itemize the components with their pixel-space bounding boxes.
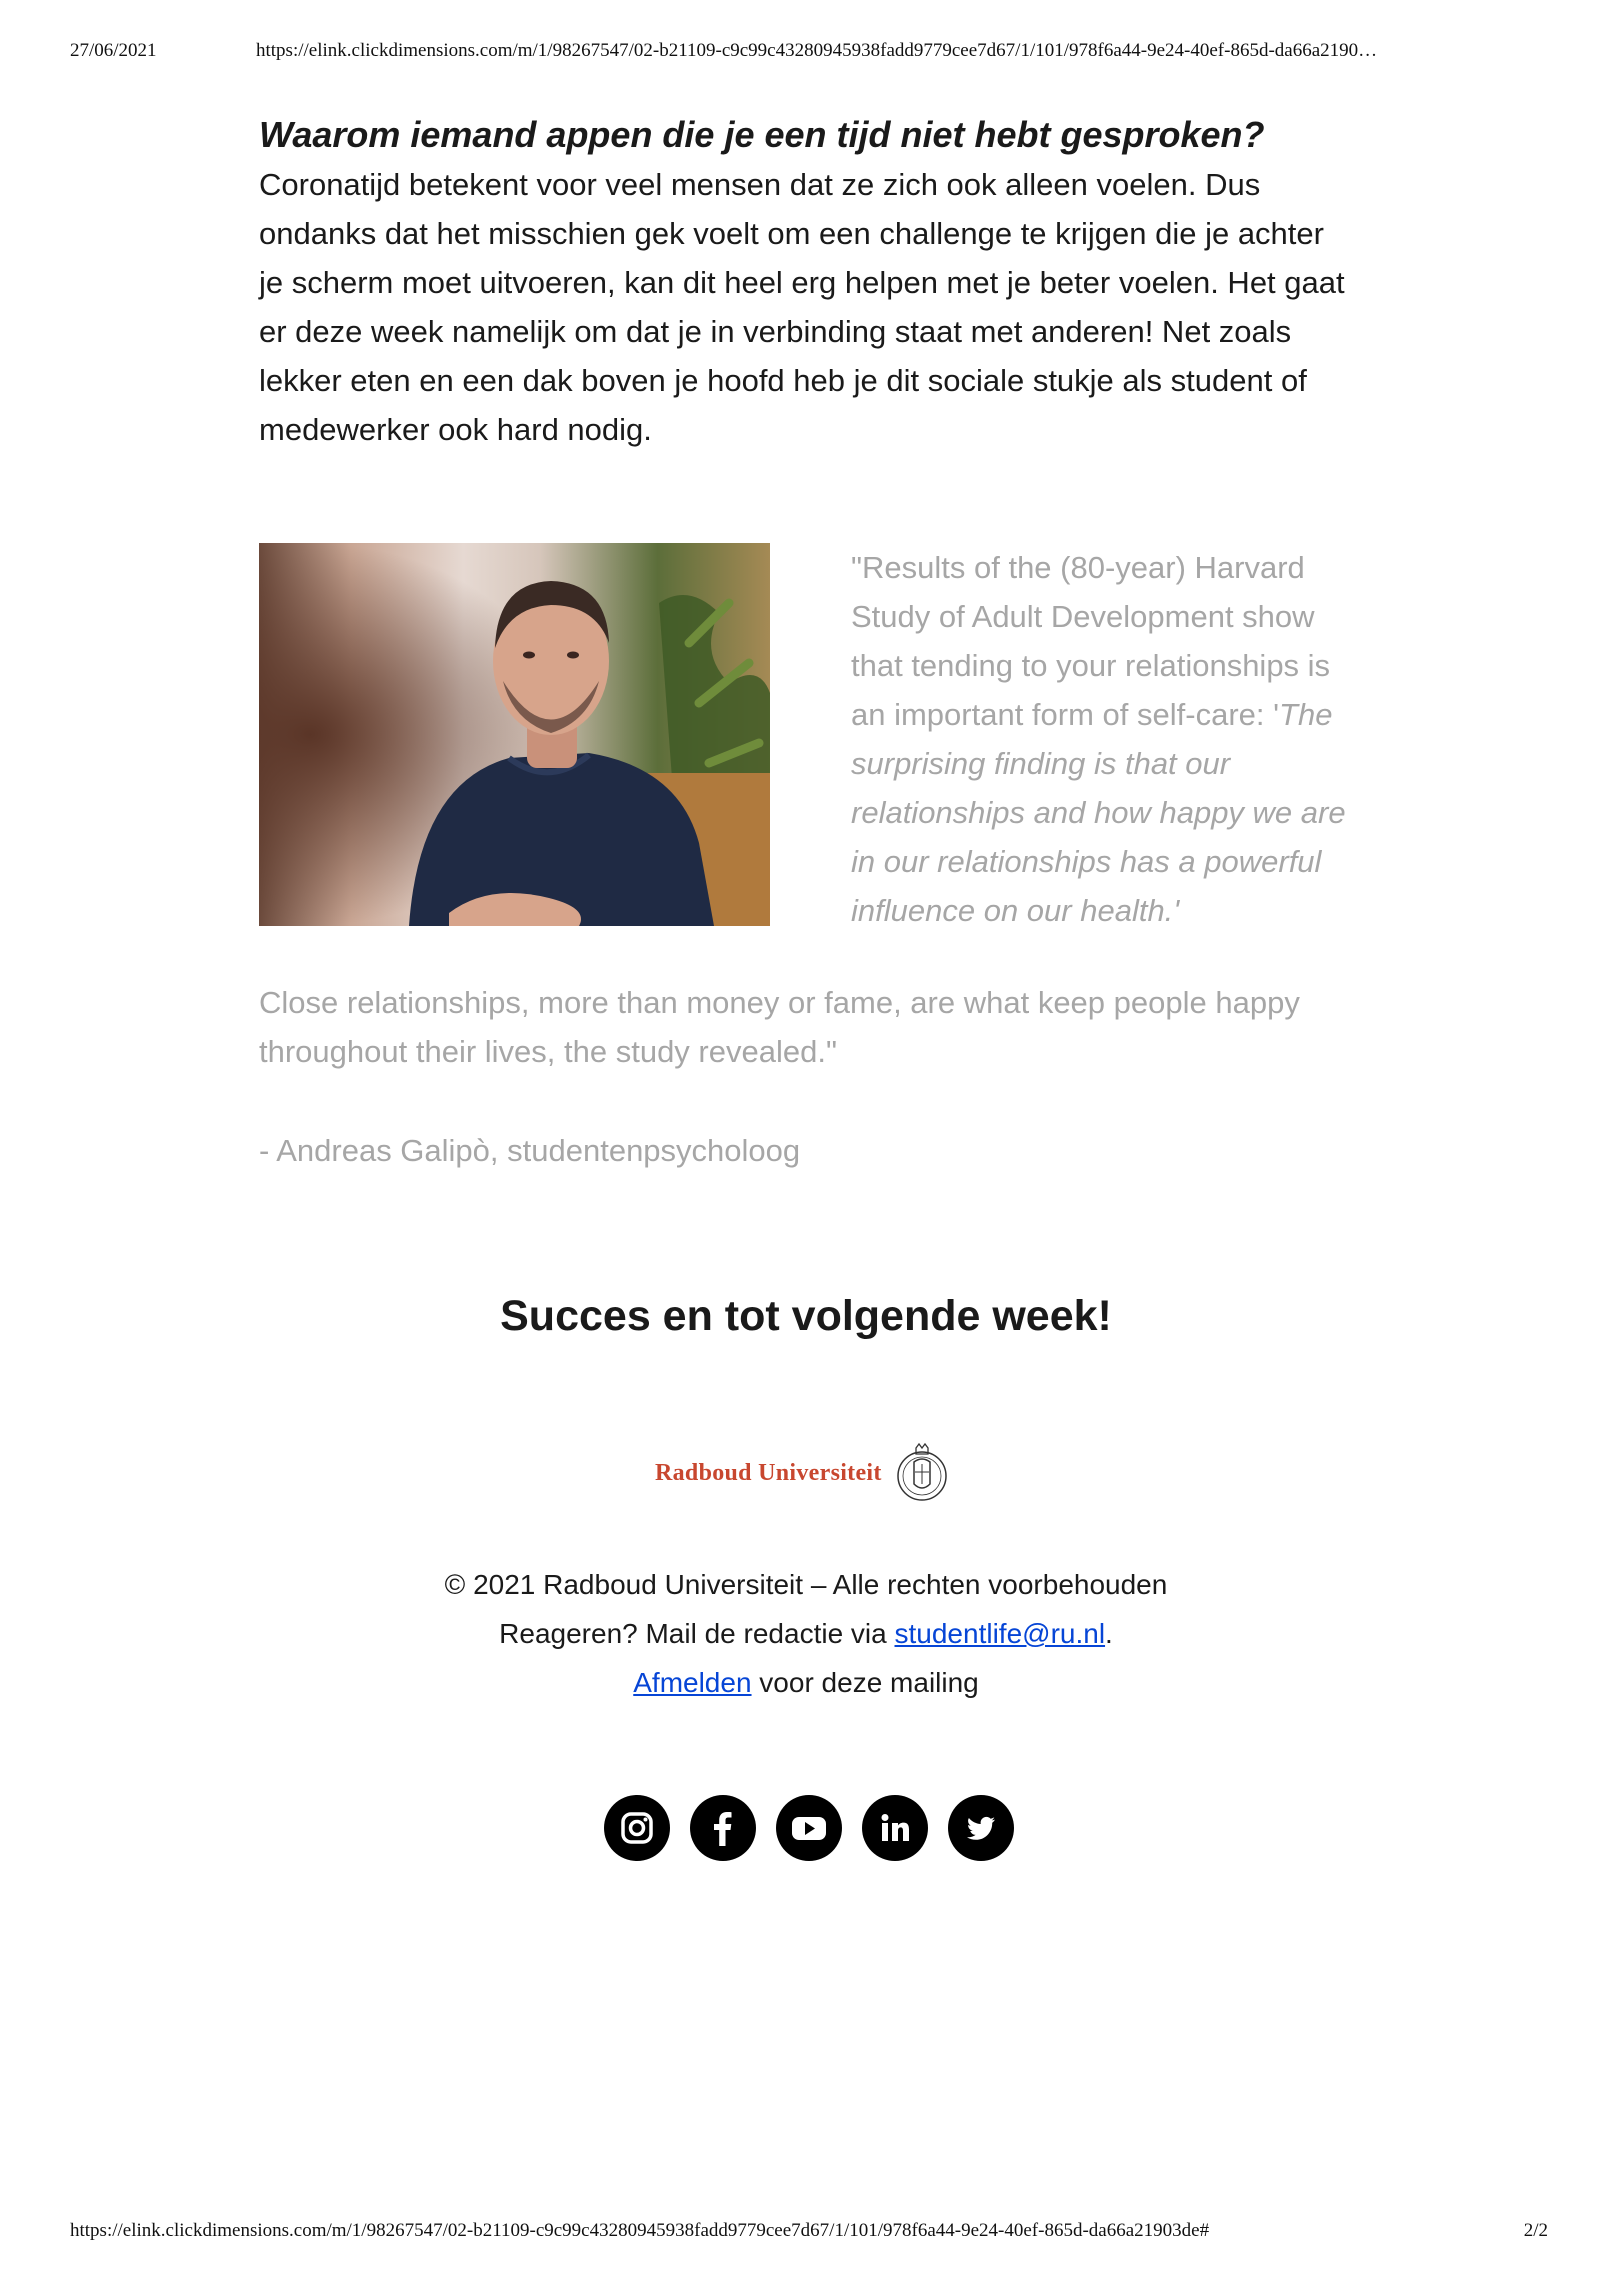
portrait-photo — [259, 543, 770, 926]
contact-suffix: . — [1105, 1618, 1113, 1649]
unsubscribe-link[interactable]: Afmelden — [633, 1667, 752, 1698]
print-date: 27/06/2021 — [70, 40, 157, 61]
quote-continued: Close relationships, more than money or fame, are what keep people happy throughout their lives, the study revealed." — [259, 985, 1300, 1069]
quote-text-italic: The surprising finding is that our relationships and how happy we are in our relationships has a powerful influence on our health.' — [851, 697, 1346, 928]
email-link[interactable]: studentlife@ru.nl — [894, 1618, 1106, 1649]
twitter-icon[interactable] — [948, 1795, 1014, 1861]
unsubscribe-line — [0, 1658, 1612, 1707]
quote-block — [259, 543, 1354, 933]
intro-paragraph: Coronatijd betekent voor veel mensen dat ze zich ook alleen voelen. Dus ondanks dat het misschien gek voelt om een challenge te krijgen die je achter je scherm moet uitvoeren, kan dit heel erg helpen met je beter voelen. Het gaat er deze week namelijk om dat je in verbinding staat met anderen! Net zoals lekker eten en een dak boven je hoofd heb je dit sociale stukje als student of medewerker ook hard nodig. — [259, 167, 1345, 447]
article-intro-section — [259, 110, 1354, 454]
print-url-footer: https://elink.clickdimensions.com/m/1/98267547/02-b21109-c9c99c43280945938fadd9779cee7d67/1/101/978f6a44-9e24-40ef-865d-da66a21903de# — [70, 2220, 1210, 2241]
social-links — [604, 1795, 1014, 1861]
facebook-icon[interactable] — [690, 1795, 756, 1861]
footer — [0, 1560, 1612, 1707]
contact-line — [0, 1609, 1612, 1658]
section-heading: Waarom iemand appen die je een tijd niet hebt gesproken? — [259, 114, 1265, 155]
print-url-header: https://elink.clickdimensions.com/m/1/98267547/02-b21109-c9c99c43280945938fadd9779cee7d67/1/101/978f6a44-9e24-40ef-865d-da66a2190… — [256, 40, 1378, 61]
quote-text-regular: "Results of the (80-year) Harvard Study of Adult Development show that tending to your relationships is an important form of self-care: ' — [851, 550, 1331, 732]
linkedin-icon[interactable] — [862, 1795, 928, 1861]
contact-prefix: Reageren? Mail de redactie via — [499, 1618, 895, 1649]
unsubscribe-suffix: voor deze mailing — [751, 1667, 979, 1698]
radboud-logo[interactable] — [655, 1438, 950, 1508]
page-number: 2/2 — [1523, 2220, 1548, 2241]
quote-text — [851, 543, 1371, 935]
youtube-icon[interactable] — [776, 1795, 842, 1861]
university-seal-icon — [894, 1440, 950, 1506]
instagram-icon[interactable] — [604, 1795, 670, 1861]
closing-heading: Succes en tot volgende week! — [500, 1292, 1112, 1340]
quote-attribution: - Andreas Galipò, studentenpsycholoog — [259, 1133, 801, 1168]
logo-wordmark: Radboud Universiteit — [655, 1459, 882, 1486]
copyright-text: © 2021 Radboud Universiteit – Alle rechten voorbehouden — [444, 1569, 1168, 1600]
